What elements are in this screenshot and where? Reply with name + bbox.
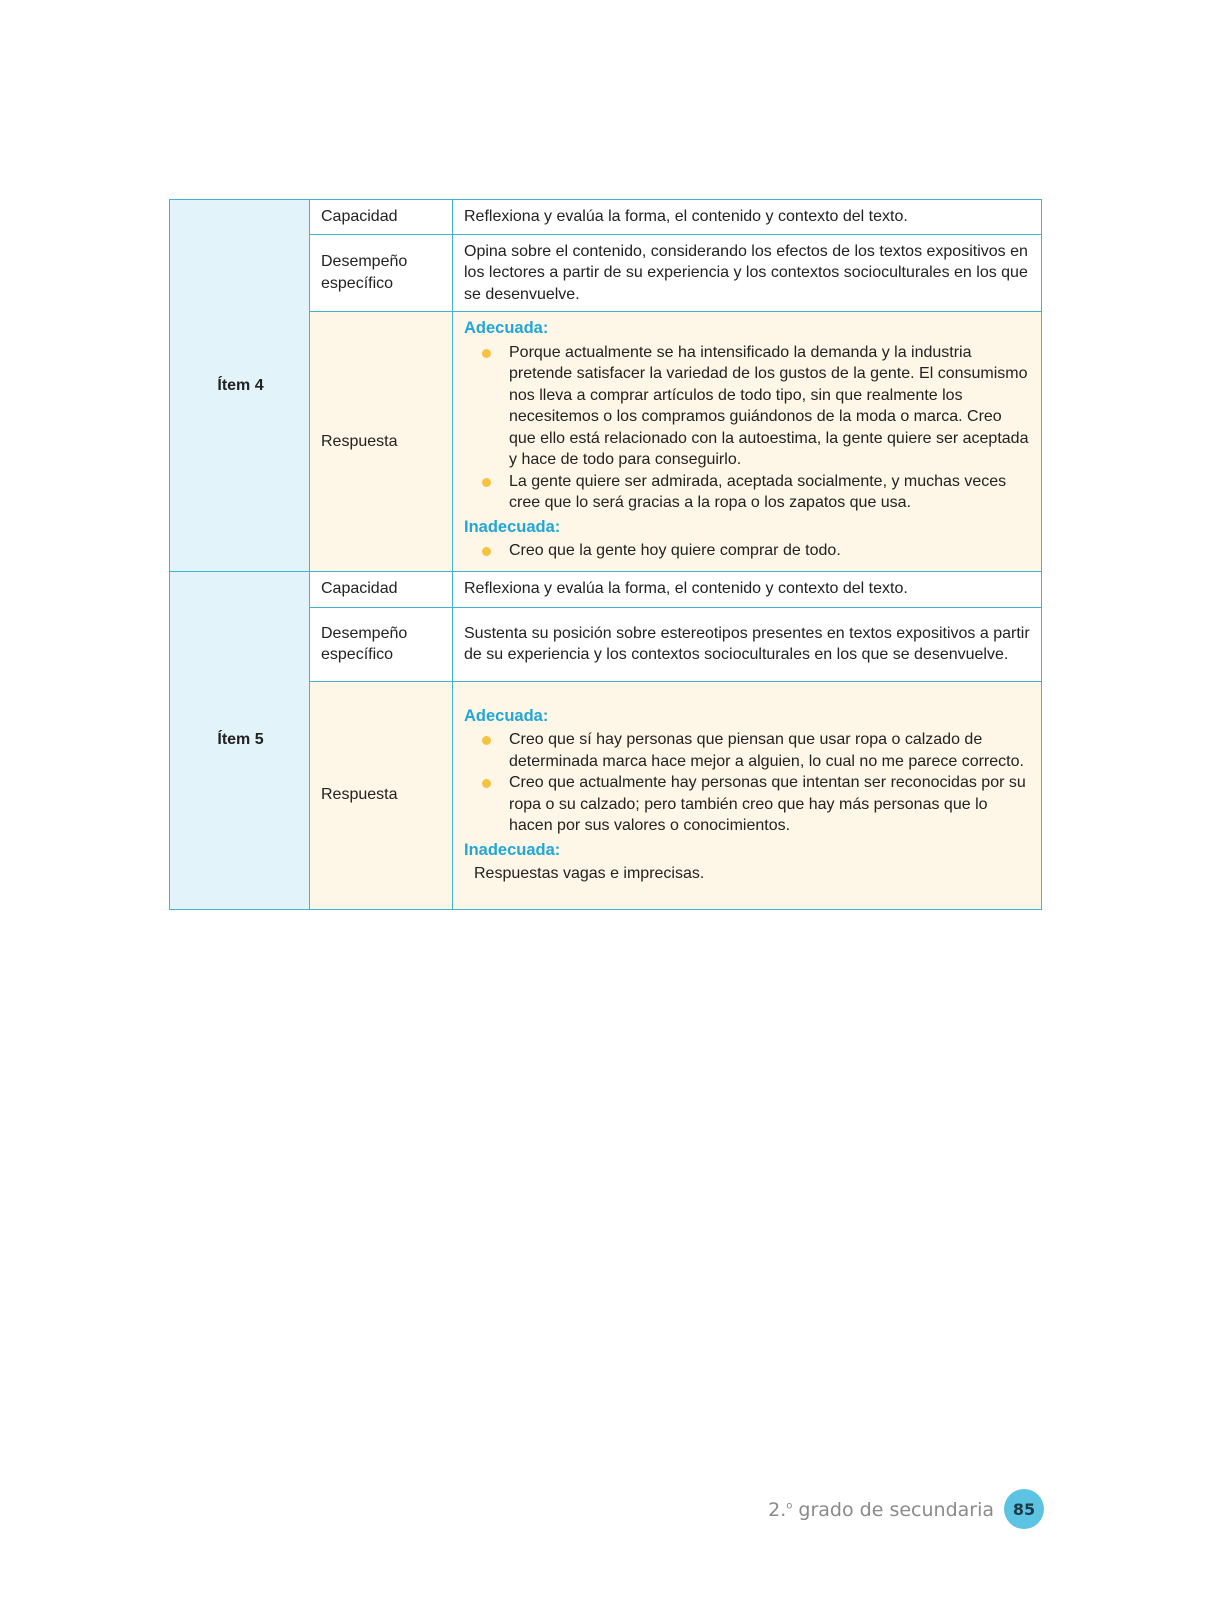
inadecuada-list — [464, 540, 1031, 562]
desempeno-text: Opina sobre el contenido, considerando los efectos de los textos expositivos en los lectores a partir de su experiencia y los contextos socioculturales en los que se desenvuelve. — [453, 234, 1042, 312]
desempeno-label: Desempeño específico — [310, 607, 453, 681]
desempeno-text: Sustenta su posición sobre estereotipos presentes en textos expositivos a partir de su experiencia y los contextos socioculturales en los que se desenvuelve. — [453, 607, 1042, 681]
list-item: Porque actualmente se ha intensificado la demanda y la industria pretende satisfacer la variedad de los gustos de la gente. El consumismo nos lleva a comprar artículos de todo tipo, sin que realmente los necesitemos o los compramos guiándonos de la moda o marca. Creo que ello está relacionado con la autoestima, la gente quiere ser aceptada y hace de todo para conseguirlo. — [464, 342, 1031, 471]
respuesta-label: Respuesta — [310, 681, 453, 909]
inadecuada-text: Respuestas vagas e imprecisas. — [474, 865, 705, 882]
respuesta-content — [453, 681, 1042, 909]
table-row — [170, 200, 1042, 235]
evaluation-rubric-table — [169, 199, 1042, 910]
list-item: Creo que actualmente hay personas que intentan ser reconocidas por su ropa o su calzado; pero también creo que hay más personas que lo hacen por sus valores o conocimientos. — [464, 772, 1031, 837]
item-label: Ítem 5 — [217, 731, 264, 749]
page-number-badge: 85 — [1004, 1489, 1044, 1529]
list-item: Creo que la gente hoy quiere comprar de todo. — [464, 540, 1031, 562]
item-4-cell — [170, 200, 310, 572]
capacidad-text: Reflexiona y evalúa la forma, el contenido y contexto del texto. — [453, 200, 1042, 235]
table-row — [170, 571, 1042, 607]
page-footer — [770, 1489, 1044, 1529]
capacidad-text: Reflexiona y evalúa la forma, el contenido y contexto del texto. — [453, 571, 1042, 607]
desempeno-label: Desempeño específico — [310, 234, 453, 312]
respuesta-label: Respuesta — [310, 312, 453, 572]
inadecuada-heading: Inadecuada: — [464, 840, 561, 859]
adecuada-heading: Adecuada: — [464, 706, 549, 725]
capacidad-label: Capacidad — [310, 571, 453, 607]
adecuada-heading: Adecuada: — [464, 319, 549, 337]
list-item: La gente quiere ser admirada, aceptada socialmente, y muchas veces cree que lo será gracias a la ropa o los zapatos que usa. — [464, 471, 1031, 514]
item-label: Ítem 4 — [217, 376, 264, 394]
capacidad-label: Capacidad — [310, 200, 453, 235]
grade-label: 2.$^o$ grado de secundaria — [768, 1499, 994, 1521]
adecuada-list — [464, 342, 1031, 514]
adecuada-list — [464, 729, 1031, 837]
inadecuada-heading: Inadecuada: — [464, 517, 561, 536]
list-item: Creo que sí hay personas que piensan que usar ropa o calzado de determinada marca hace mejor a alguien, lo cual no me parece correcto. — [464, 729, 1031, 772]
item-5-cell — [170, 571, 310, 909]
respuesta-content — [453, 312, 1042, 572]
